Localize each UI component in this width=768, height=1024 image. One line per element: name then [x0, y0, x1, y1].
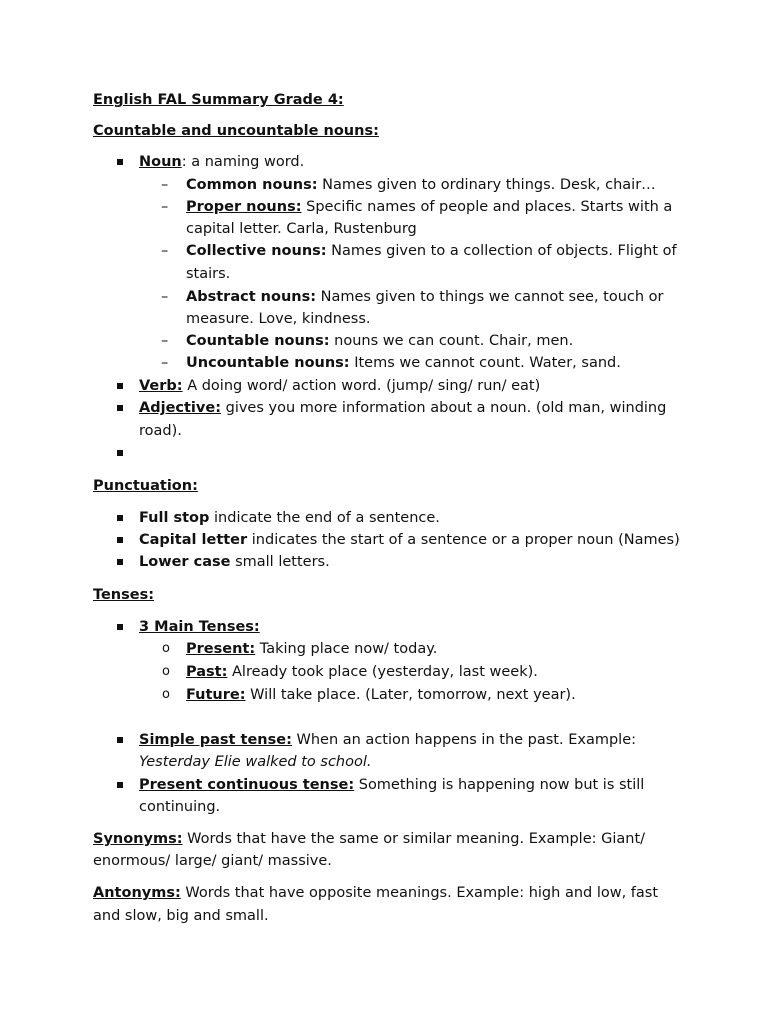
adjective-item: [139, 398, 666, 418]
verb-text: A doing word/ action word. (jump/ sing/ run/ eat): [182, 378, 541, 394]
dash-bullet: –: [161, 177, 169, 193]
simple-past-item: [139, 730, 636, 750]
lower-case-text: small letters.: [230, 554, 330, 570]
adjective-continuation: road).: [139, 423, 182, 439]
past-term: Past:: [186, 664, 228, 680]
past-item: [186, 662, 538, 682]
future-text: Will take place. (Later, tomorrow, next year).: [245, 687, 576, 703]
abstract-nouns-text: Names given to things we cannot see, touch or: [316, 289, 664, 305]
synonyms-paragraph: [93, 829, 645, 849]
abstract-nouns-continuation: measure. Love, kindness.: [186, 311, 371, 327]
proper-nouns-text: Specific names of people and places. Starts with a: [301, 199, 673, 215]
dash-bullet: –: [161, 289, 169, 305]
verb-item: [139, 376, 540, 396]
circle-bullet: o: [162, 687, 170, 702]
antonyms-continuation: and slow, big and small.: [93, 908, 269, 924]
adjective-text: gives you more information about a noun. (old man, winding: [221, 400, 667, 416]
proper-nouns-item: [186, 197, 672, 217]
present-term: Present:: [186, 641, 256, 657]
bullet-square: [117, 537, 123, 543]
antonyms-term: Antonyms:: [93, 885, 181, 901]
simple-past-example: Yesterday Elie walked to school.: [139, 754, 372, 770]
simple-past-term: Simple past tense:: [139, 732, 292, 748]
simple-past-text: When an action happens in the past. Example:: [291, 732, 637, 748]
present-continuous-item: [139, 775, 644, 795]
future-item: [186, 685, 576, 705]
tenses-heading: Tenses:: [93, 587, 155, 603]
main-tenses-label: 3 Main Tenses:: [139, 619, 260, 635]
abstract-nouns-term: Abstract nouns:: [186, 289, 317, 305]
synonyms-continuation: enormous/ large/ giant/ massive.: [93, 853, 332, 869]
bullet-square: [117, 159, 123, 165]
capital-letter-text: indicates the start of a sentence or a proper noun (Names): [247, 532, 680, 548]
bullet-square: [117, 405, 123, 411]
uncountable-nouns-text: Items we cannot count. Water, sand.: [349, 355, 621, 371]
present-continuous-term: Present continuous tense:: [139, 777, 355, 793]
countable-nouns-text: nouns we can count. Chair, men.: [329, 333, 574, 349]
bullet-square: [117, 559, 123, 565]
present-text: Taking place now/ today.: [255, 641, 438, 657]
bullet-square: [117, 782, 123, 788]
future-term: Future:: [186, 687, 246, 703]
common-nouns-text: Names given to ordinary things. Desk, chair…: [317, 177, 656, 193]
bullet-square: [117, 515, 123, 521]
noun-item: [139, 152, 304, 172]
bullet-square: [117, 737, 123, 743]
bullet-square-empty: [117, 450, 123, 456]
nouns-heading: Countable and uncountable nouns:: [93, 123, 379, 139]
dash-bullet: –: [161, 243, 169, 259]
countable-nouns-item: [186, 331, 573, 351]
dash-bullet: –: [161, 333, 169, 349]
noun-term: Noun: [139, 154, 182, 170]
past-text: Already took place (yesterday, last week).: [227, 664, 538, 680]
dash-bullet: –: [161, 355, 169, 371]
lower-case-term: Lower case: [139, 554, 231, 570]
full-stop-text: indicate the end of a sentence.: [209, 510, 440, 526]
present-continuous-text: Something is happening now but is still: [354, 777, 645, 793]
collective-nouns-term: Collective nouns:: [186, 243, 327, 259]
antonyms-paragraph: [93, 883, 658, 903]
countable-nouns-term: Countable nouns:: [186, 333, 330, 349]
capital-letter-item: [139, 530, 680, 550]
synonyms-term: Synonyms:: [93, 831, 183, 847]
abstract-nouns-item: [186, 287, 664, 307]
punctuation-heading: Punctuation:: [93, 478, 198, 494]
collective-nouns-continuation: stairs.: [186, 266, 231, 282]
uncountable-nouns-term: Uncountable nouns:: [186, 355, 350, 371]
lower-case-item: [139, 552, 330, 572]
present-item: [186, 639, 437, 659]
proper-nouns-term: Proper nouns:: [186, 199, 302, 215]
present-continuous-continuation: continuing.: [139, 799, 221, 815]
dash-bullet: –: [161, 199, 169, 215]
circle-bullet: o: [162, 641, 170, 656]
synonyms-text: Words that have the same or similar meaning. Example: Giant/: [182, 831, 646, 847]
common-nouns-term: Common nouns:: [186, 177, 318, 193]
uncountable-nouns-item: [186, 353, 621, 373]
full-stop-item: [139, 508, 440, 528]
collective-nouns-text: Names given to a collection of objects. Flight of: [326, 243, 677, 259]
verb-term: Verb:: [139, 378, 183, 394]
capital-letter-term: Capital letter: [139, 532, 248, 548]
noun-text: : a naming word.: [181, 154, 305, 170]
circle-bullet: o: [162, 664, 170, 679]
bullet-square: [117, 383, 123, 389]
full-stop-term: Full stop: [139, 510, 210, 526]
bullet-square: [117, 624, 123, 630]
collective-nouns-item: [186, 241, 677, 261]
adjective-term: Adjective:: [139, 400, 221, 416]
proper-nouns-continuation: capital letter. Carla, Rustenburg: [186, 221, 417, 237]
common-nouns-item: [186, 175, 656, 195]
antonyms-text: Words that have opposite meanings. Example: high and low, fast: [180, 885, 659, 901]
document-title: English FAL Summary Grade 4:: [93, 92, 344, 108]
